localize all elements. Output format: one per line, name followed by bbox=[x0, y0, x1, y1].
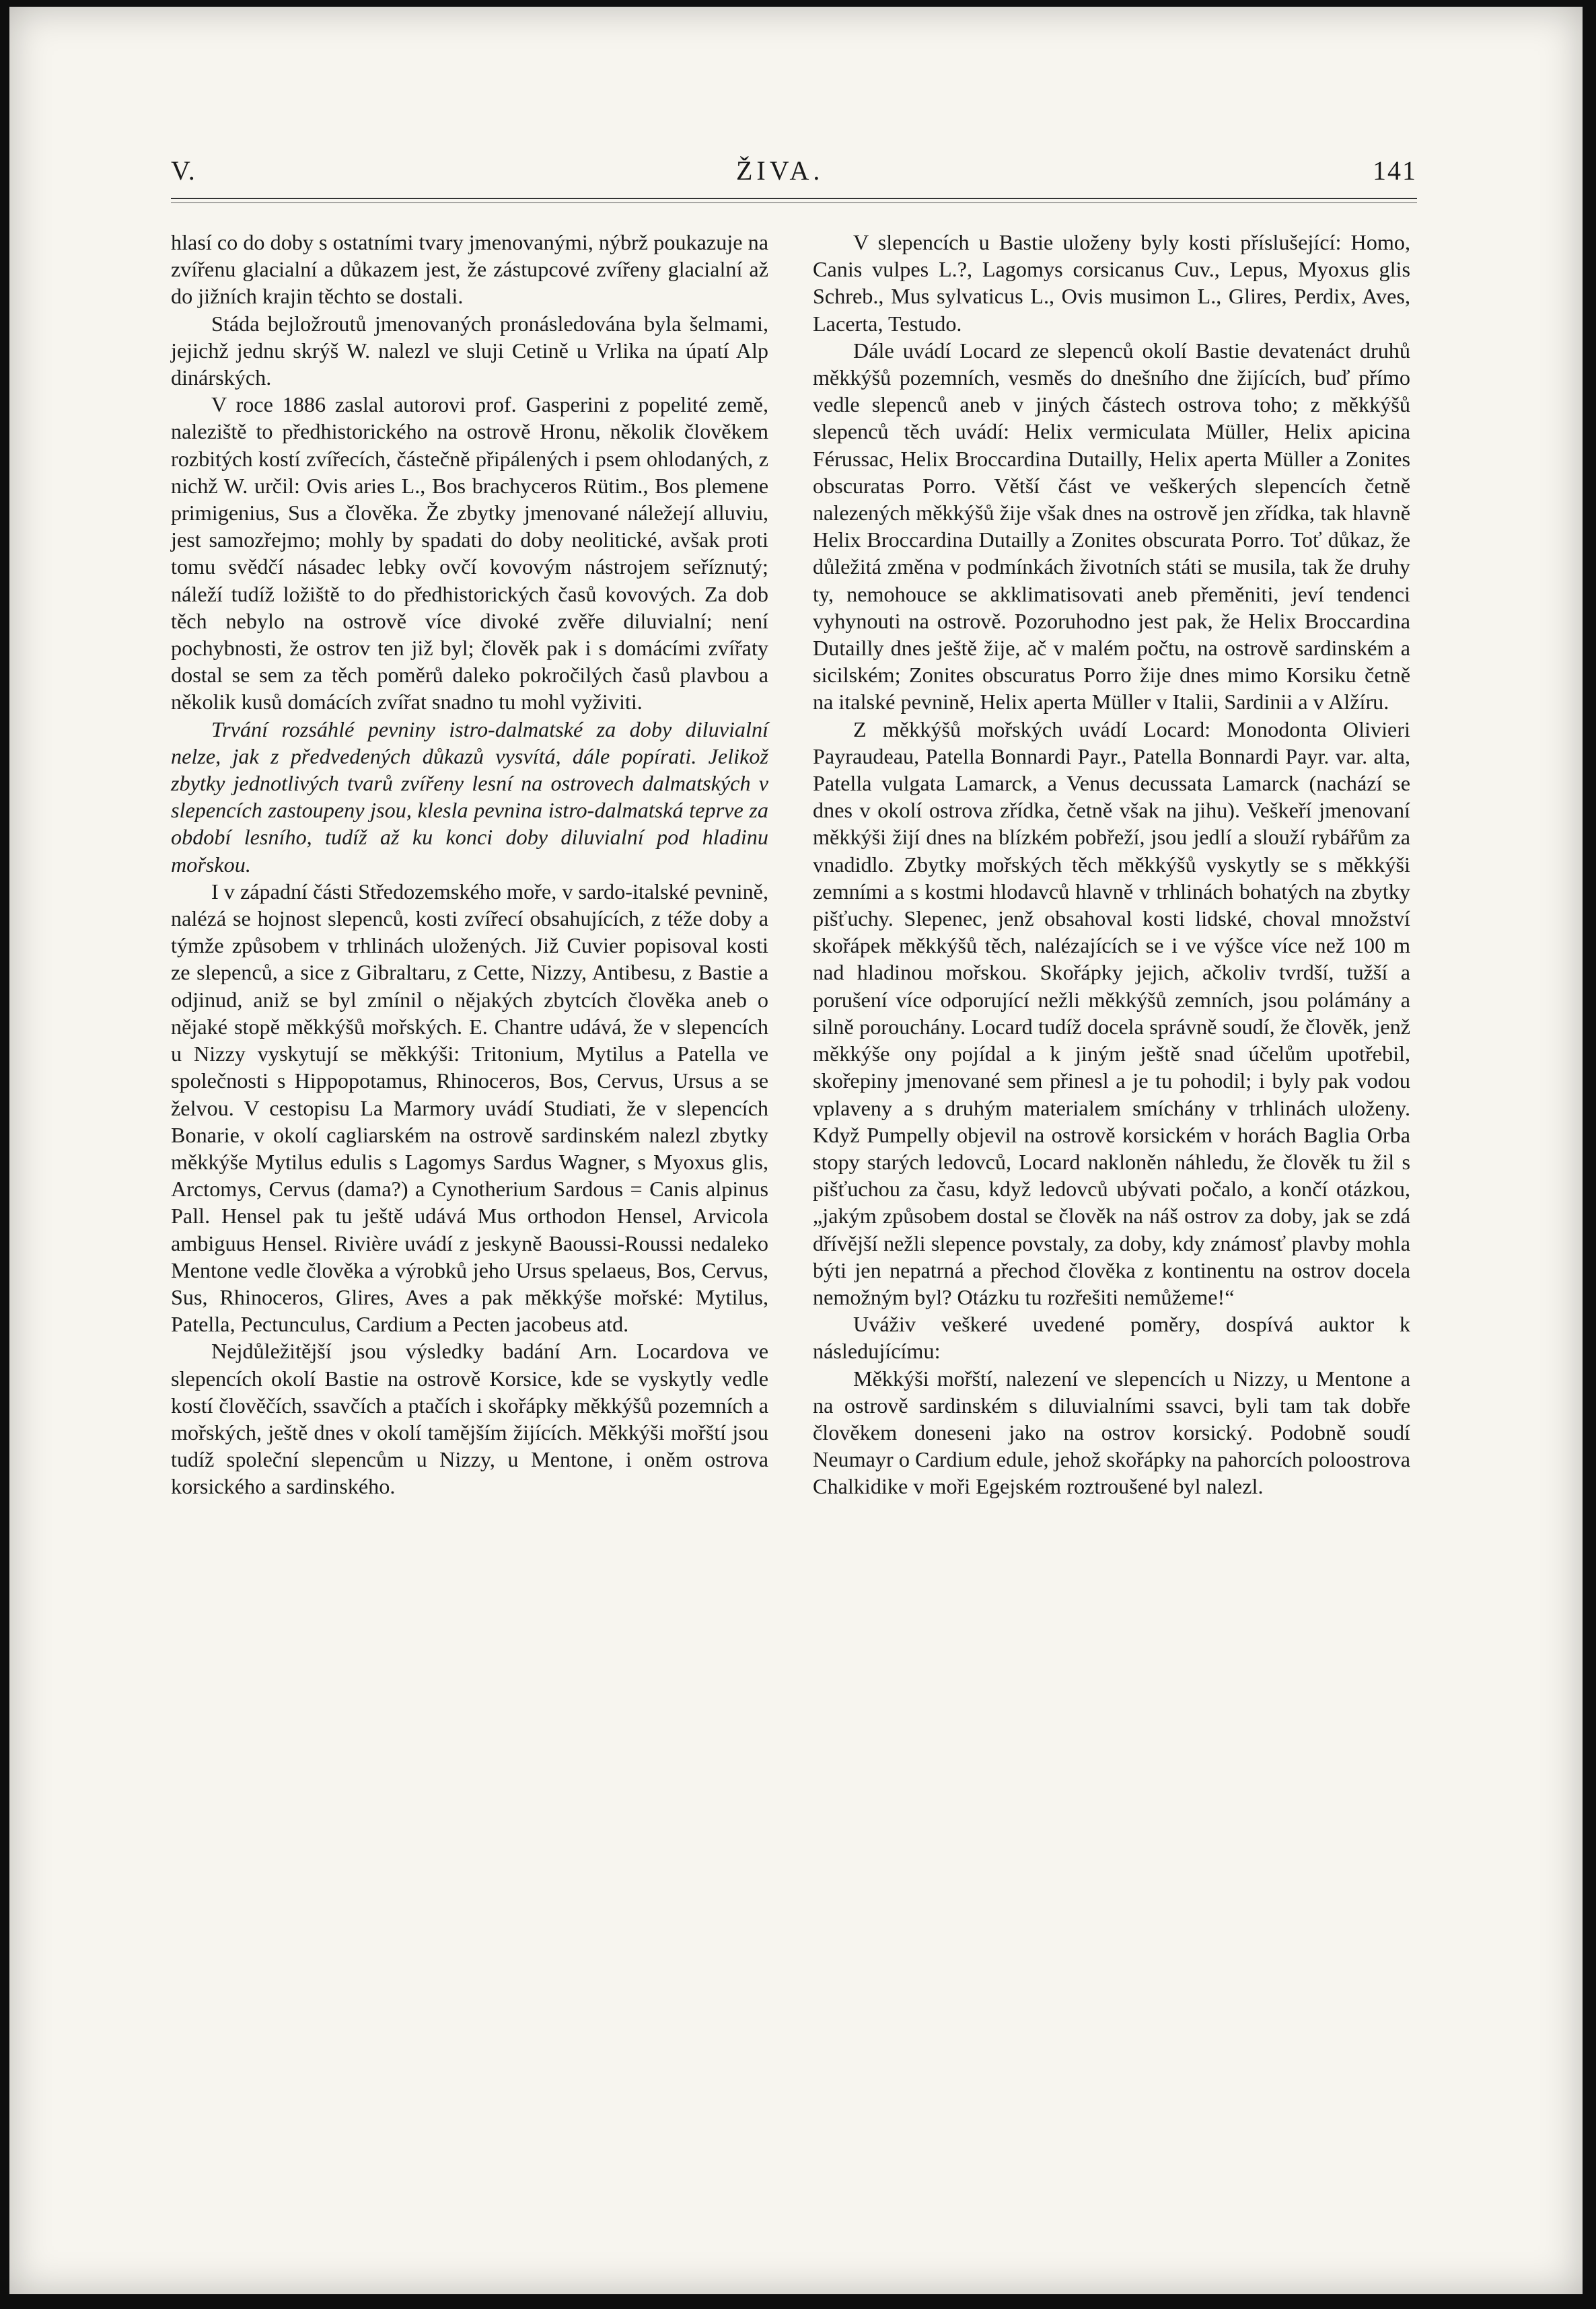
paragraph: V slepencích u Bastie uloženy byly kosti příslušející: Homo, Canis vulpes L.?, Lagomys corsicanus Cuv., Lepus, Myoxus glis Schreb., Mus sylvaticus L., Ovis musimon L., Glires, Perdix, Aves, Lacerta, Testudo. bbox=[813, 230, 1410, 336]
paragraph: Nejdůležitější jsou výsledky badání Arn. Locardova ve slepencích okolí Bastie na ostrově Korsice, kde se vyskytly vedle kostí člověčích, ssavčích a ptačích i skořápky měkkýšů pozemních a mořských, ještě dnes v okolí tamějším žijících. Měkkýši mořští jsou tudíž společní slepencům u Nizzy, u Mentone, i oněm ostrova korsického a sardinského. bbox=[171, 1339, 768, 1499]
running-header bbox=[171, 155, 1417, 195]
paragraph: I v západní části Středozemského moře, v sardo-italské pevnině, nalézá se hojnost slepenců, kosti zvířecí obsahujících, z téže doby a týmže způsobem v trhlinách uložených. Již Cuvier popisoval kosti ze slepenců, a sice z Gibraltaru, z Cette, Nizzy, Antibesu, z Bastie a odjinud, aniž se byl zmínil o nějakých zbytcích člověka aneb o nějaké stopě měkkýšů mořských. E. Chantre udává, že v slepencích u Nizzy vyskytují se měkkýši: Tritonium, Mytilus a Patella ve společnosti s Hippopotamus, Rhinoceros, Bos, Cervus, Ursus a se želvou. V cestopisu La Marmory uvádí Studiati, že v slepencích Bonarie, v okolí cagliarském na ostrově sardinském nalezl zbytky měkkýše Mytilus edulis s Lagomys Sardus Wagner, s Myoxus glis, Arctomys, Cervus (dama?) a Cynotherium Sardous = Canis alpinus Pall. Hensel pak tu ještě udává Mus orthodon Hensel, Arvicola ambiguus Hensel. Rivière uvádí z jeskyně Baoussi-Roussi nedaleko Mentone vedle člověka a výrobků jeho Ursus spelaeus, Bos, Cervus, Sus, Rhinoceros, Glires, Aves a pak měkkýše mořské: Mytilus, Patella, Pectunculus, Cardium a Pecten jacobeus atd. bbox=[171, 879, 768, 1337]
paragraph: Stáda bejložroutů jmenovaných pronásledována byla šelmami, jejichž jednu skrýš W. nalezl ve sluji Cetině u Vrlika na úpatí Alp dinárských. bbox=[171, 311, 768, 390]
page-number: 141 bbox=[1373, 155, 1417, 186]
paragraph: Měkkýši mořští, nalezení ve slepencích u Nizzy, u Mentone a na ostrově sardinském s diluvialními ssavci, byli tam tak dobře člověkem doneseni jako na ostrov korsický. Podobně soudí Neumayr o Cardium edule, jehož skořápky na pahorcích poloostrova Chalkidike v moři Egejském roztroušené byl nalezl. bbox=[813, 1366, 1410, 1499]
header-rule bbox=[171, 198, 1417, 203]
paragraph: Trvání rozsáhlé pevniny istro-dalmatské za doby diluvialní nelze, jak z předvedených důkazů vysvítá, dále popírati. Jelikož zbytky jednotlivých tvarů zvířeny lesní na ostrovech dalmatských v slepencích zastoupeny jsou, klesla pevnina istro-dalmatská teprve za období lesního, tudíž až ku konci doby diluvialní pod hladinu mořskou. bbox=[171, 717, 768, 877]
paragraph: V roce 1886 zaslal autorovi prof. Gasperini z popelité země, naleziště to předhistorického na ostrově Hronu, několik člověkem rozbitých kostí zvířecích, částečně připálených i psem ohlodaných, z nichž W. určil: Ovis aries L., Bos brachyceros Rütim., Bos plemene primigenius, Sus a člověka. Že zbytky jmenované náležejí alluviu, jest samozřejmo; mohly by spadati do doby neolitické, avšak proti tomu svědčí násadec lebky ovčí kovovým nástrojem seříznutý; náleží tudíž ložiště to do předhistorických časů kovových. Za dob těch nebylo na ostrově více divoké zvěře diluvialní; není pochybnosti, že ostrov ten již byl; člověk pak i s domácími zvířaty dostal se sem za těch poměrů daleko pokročilých časů plavbou a několik kusů domácích zvířat snadno tu mohl vyživiti. bbox=[171, 392, 768, 714]
left-column bbox=[171, 229, 768, 1500]
paragraph: hlasí co do doby s ostatními tvary jmenovanými, nýbrž poukazuje na zvířenu glacialní a důkazem jest, že zástupcové zvířeny glacialní až do jižních krajin těchto se dostali. bbox=[171, 230, 768, 309]
volume-number: V. bbox=[171, 155, 196, 186]
paragraph: Z měkkýšů mořských uvádí Locard: Monodonta Olivieri Payraudeau, Patella Bonnardi Payr., Patella Bonnardi Payr. var. alta, Patella vulgata Lamarck, a Venus decussata Lamarck (nachází se dnes v okolí ostrova zřídka, četně však na jihu). Veškeří jmenovaní měkkýši žijí dnes na blízkém pobřeží, jsou jedlí a slouží rybářům za vnadidlo. Zbytky mořských těch měkkýšů vyskytly se s měkkýši zemními a s kostmi hlodavců hlavně v trhlinách bohatých na zbytky pišťuchy. Slepenec, jenž obsahoval kosti lidské, choval množství skořápek měkkýšů těch, nalézajících se i ve výšce více než 100 m nad hladinou mořskou. Skořápky jejich, ačkoliv tvrdší, tužší a porušení více odporující nežli měkkýšů zemních, jsou polámány a silně porouchány. Locard tudíž docela správně soudí, že člověk, jenž měkkýše ony pojídal a k jiným ještě snad účelům upotřebil, skořepiny jmenované sem přinesl a je tu pohodil; i byly pak vodou vplaveny a s druhým materialem smíchány v trhlinách uloženy. Když Pumpelly objevil na ostrově korsickém v horách Baglia Orba stopy starých ledovců, Locard nakloněn náhledu, že člověk tu žil s pišťuchou za času, když ledovců ubývati počalo, a končí otázkou, „jakým způsobem dostal se člověk na náš ostrov za doby, jak se zdá dřívější nežli slepence povstaly, za doby, kdy známosť plavby mohla býti jen nepatrná a přechod člověka z kontinentu na ostrov docela nemožným byl? Otázku tu rozřešiti nemůžeme!“ bbox=[813, 717, 1410, 1309]
journal-title: ŽIVA. bbox=[736, 155, 824, 186]
right-column bbox=[813, 229, 1410, 1500]
paragraph: Uváživ veškeré uvedené poměry, dospívá auktor k následujícímu: bbox=[813, 1312, 1410, 1364]
paragraph: Dále uvádí Locard ze slepenců okolí Bastie devatenáct druhů měkkýšů pozemních, vesměs do dnešního dne žijících, buď přímo vedle slepenců aneb v jiných částech ostrova toho; z měkkýšů slepenců těch uvádí: Helix vermiculata Müller, Helix apicina Férussac, Helix Broccardina Dutailly, Helix aperta Müller a Zonites obscuratas Porro. Větší část ve veškerých slepencích četně nalezených měkkýšů žije však dnes na ostrově jen zřídka, tak hlavně Helix Broccardina Dutailly a Zonites obscurata Porro. Toť důkaz, že důležitá změna v podmínkách životních státi se musila, tak že druhy ty, nemohouce se akklimatisovati aneb přeměniti, jeví tendenci vyhynouti na ostrově. Pozoruhodno jest pak, že Helix Broccardina Dutailly dnes ještě žije, ač v malém počtu, na ostrově sardinském a sicilském; Zonites obscuratus Porro žije dnes mimo Korsiku četně na italské pevnině, Helix aperta Müller v Italii, Sardinii a v Alžíru. bbox=[813, 338, 1410, 714]
scanned-page bbox=[9, 7, 1583, 2294]
